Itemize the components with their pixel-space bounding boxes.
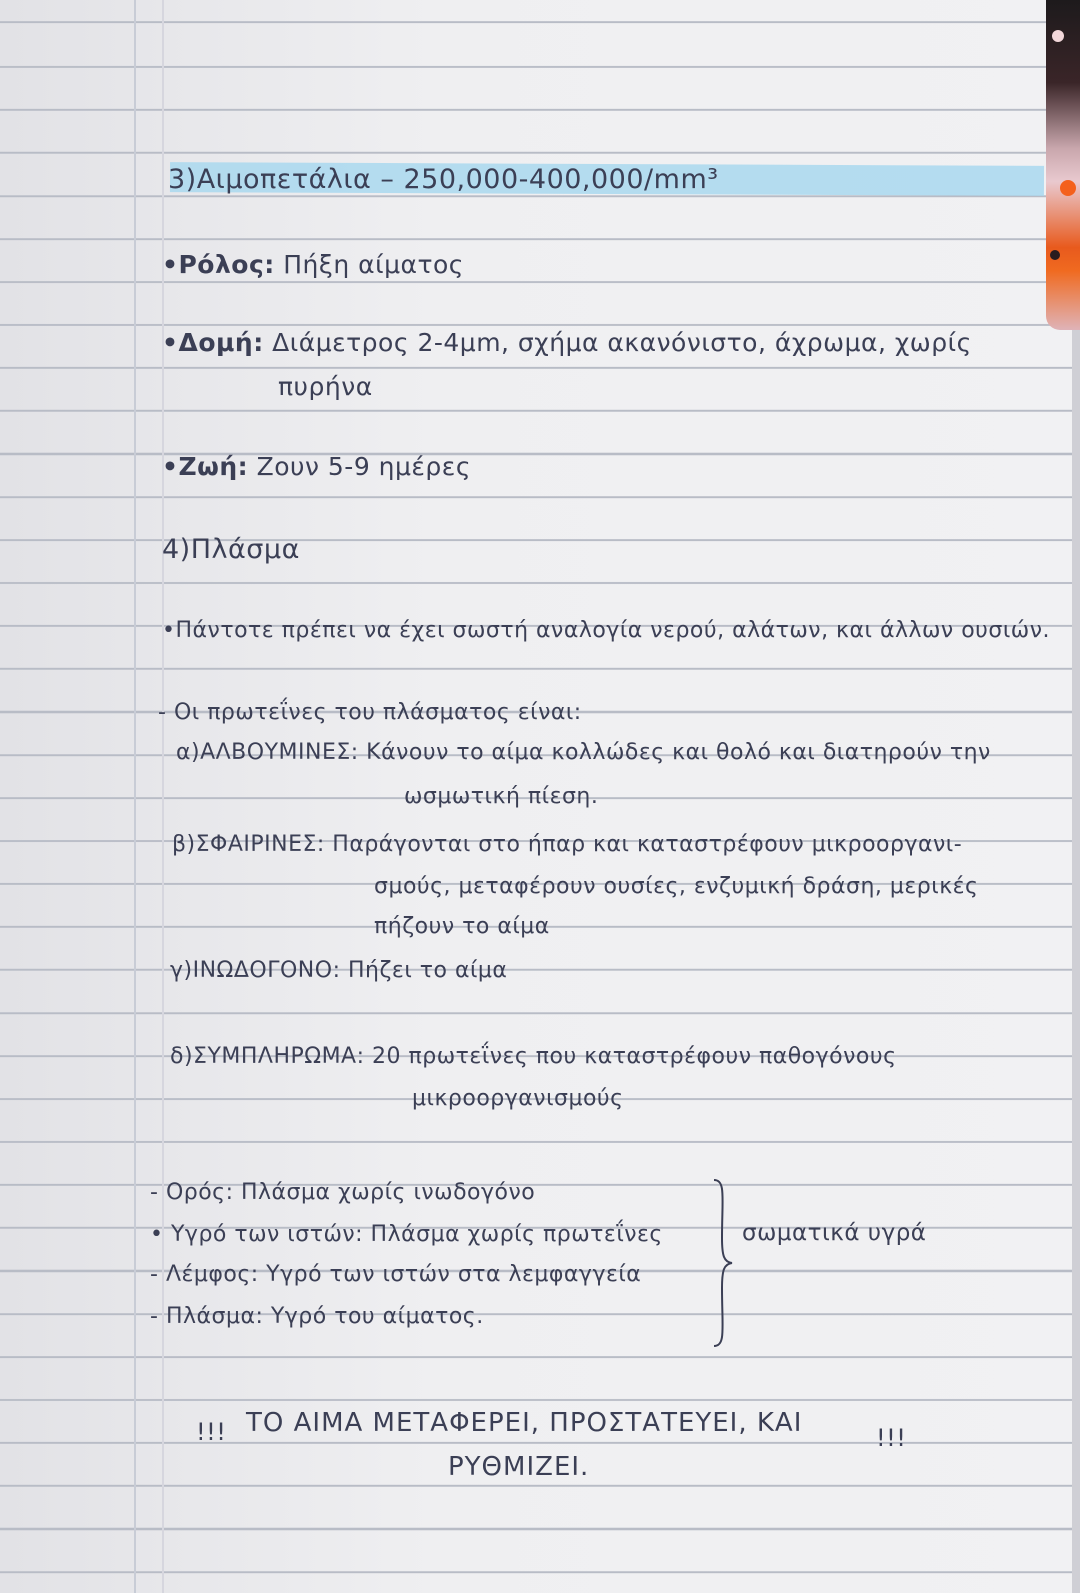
margin-line <box>134 0 136 1593</box>
decorative-cover-edge <box>1046 0 1080 330</box>
platelets-life: •Ζωή: Ζουν 5-9 ημέρες <box>162 452 471 481</box>
platelets-heading: 3)Αιμοπετάλια – 250,000-400,000/mm³ <box>168 164 719 195</box>
fluid-item-tissue: • Υγρό των ιστών: Πλάσμα χωρίς πρωτεΐνες <box>150 1222 663 1247</box>
albumins-line-2: ωσμωτική πίεση. <box>404 784 599 809</box>
albumins-line: α)ΑΛΒΟΥΜΙΝΕΣ: Κάνουν το αίμα κολλώδες και θολό και διατηρούν την <box>176 740 991 765</box>
globulins-line-3: πήζουν το αίμα <box>374 914 550 939</box>
fluid-item-serum: - Ορός: Πλάσμα χωρίς ινωδογόνο <box>150 1180 536 1205</box>
proteins-intro: - Οι πρωτεΐνες του πλάσματος είναι: <box>158 700 582 725</box>
fluids-group-label: σωματικά υγρά <box>742 1220 927 1246</box>
page-edge <box>1072 330 1080 1593</box>
fluid-item-plasma: - Πλάσμα: Υγρό του αίματος. <box>150 1304 484 1329</box>
plasma-intro-text: Πάντοτε πρέπει να έχει σωστή αναλογία νερού, αλάτων, και άλλων ουσιών. <box>175 618 1050 643</box>
fibrinogen-line: γ)ΙΝΩΔΟΓΟΝΟ: Πήζει το αίμα <box>170 958 508 983</box>
fluid-item-text: Πλάσμα: Υγρό του αίματος. <box>165 1304 484 1329</box>
globulins-line: β)ΣΦΑΙΡΙΝΕΣ: Παράγονται στο ήπαρ και καταστρέφουν μικροοργανι- <box>172 832 963 857</box>
platelets-structure: •Δομή: Διάμετρος 2-4μm, σχήμα ακανόνιστο, άχρωμα, χωρίς <box>162 328 972 357</box>
life-label: Ζωή: <box>178 452 249 481</box>
globulins-line-2: σμούς, μεταφέρουν ουσίες, ενζυμική δράση, μερικές <box>374 874 979 899</box>
fluid-item-text: Υγρό των ιστών: Πλάσμα χωρίς πρωτεΐνες <box>170 1222 663 1247</box>
summary-line-1: ΤΟ ΑΙΜΑ ΜΕΤΑΦΕΡΕΙ, ΠΡΟΣΤΑΤΕΥΕΙ, ΚΑΙ <box>246 1408 803 1438</box>
proteins-intro-text: Οι πρωτεΐνες του πλάσματος είναι: <box>173 700 582 725</box>
role-label: Ρόλος: <box>178 250 275 279</box>
summary-line-2: ΡΥΘΜΙΖΕΙ. <box>448 1452 590 1482</box>
exclamation-marks-left: !!! <box>196 1418 227 1446</box>
complement-line: δ)ΣΥΜΠΛΗΡΩΜΑ: 20 πρωτεΐνες που καταστρέφουν παθογόνους <box>170 1044 897 1069</box>
platelets-role: •Ρόλος: Πήξη αίματος <box>162 250 464 279</box>
plasma-heading: 4)Πλάσμα <box>162 534 300 565</box>
life-text: Ζουν 5-9 ημέρες <box>256 452 471 481</box>
fluid-item-lymph: - Λέμφος: Υγρό των ιστών στα λεμφαγγεία <box>150 1262 642 1287</box>
fluid-item-text: Ορός: Πλάσμα χωρίς ινωδογόνο <box>165 1180 536 1205</box>
margin-line-inner <box>162 0 164 1593</box>
role-text: Πήξη αίματος <box>283 250 464 279</box>
structure-text-continued: πυρήνα <box>278 372 373 401</box>
structure-label: Δομή: <box>178 328 264 357</box>
structure-text: Διάμετρος 2-4μm, σχήμα ακανόνιστο, άχρωμα, χωρίς <box>272 328 972 357</box>
exclamation-marks-right: !!! <box>876 1424 907 1452</box>
complement-line-2: μικροοργανισμούς <box>412 1086 624 1111</box>
curly-brace-icon <box>712 1178 734 1348</box>
plasma-intro: •Πάντοτε πρέπει να έχει σωστή αναλογία νερού, αλάτων, και άλλων ουσιών. <box>162 618 1050 643</box>
fluid-item-text: Λέμφος: Υγρό των ιστών στα λεμφαγγεία <box>165 1262 642 1287</box>
